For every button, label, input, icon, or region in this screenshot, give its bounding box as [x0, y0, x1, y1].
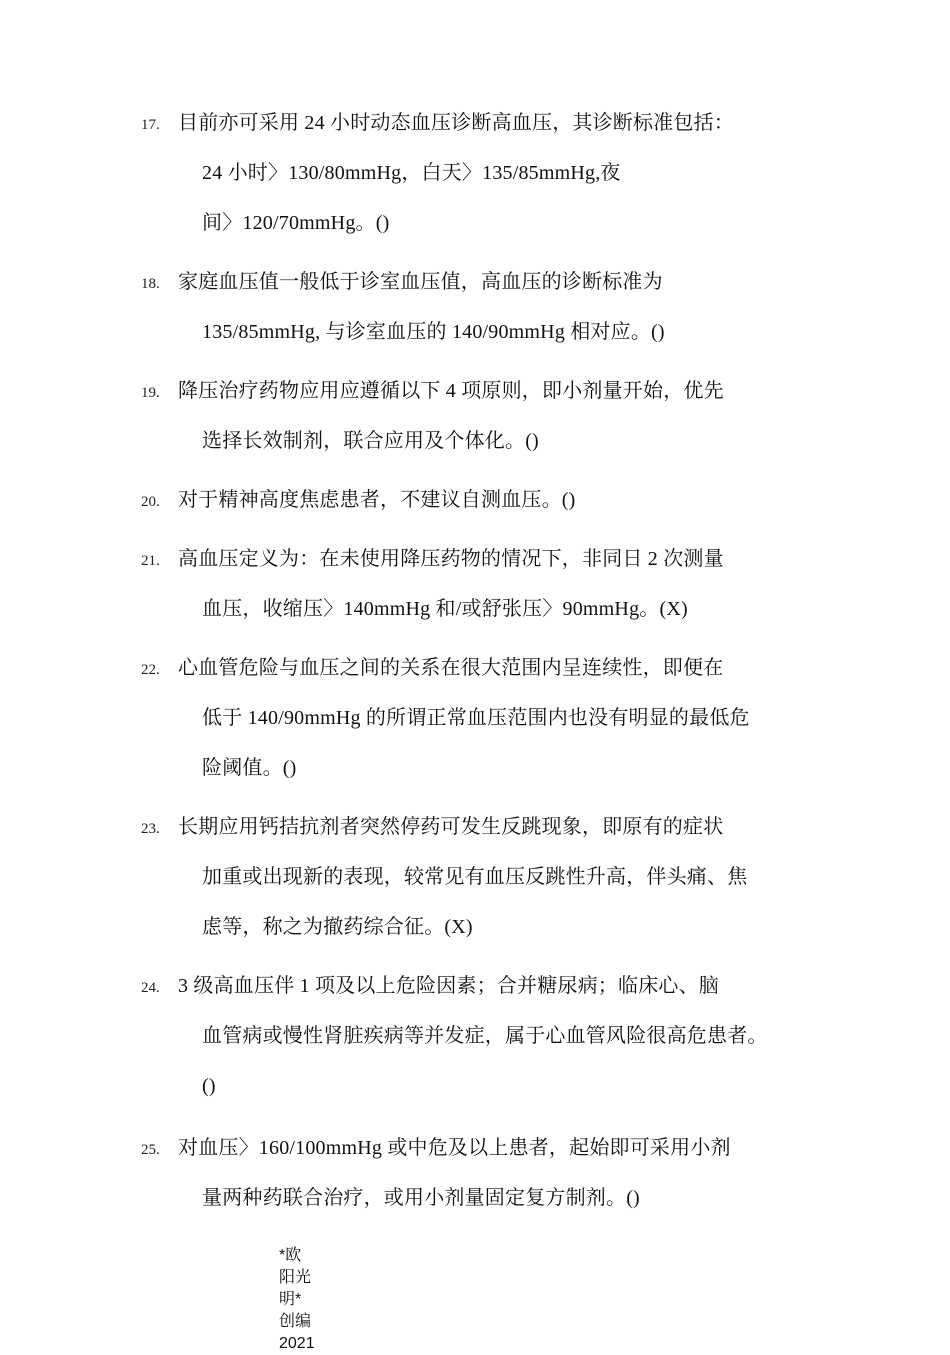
footer-line: 明* [279, 1291, 302, 1308]
footer-line: 2021 [279, 1335, 315, 1352]
author-footer [279, 1245, 325, 1355]
question-text-line: 选择长效制剂，联合应用及个体化。() [202, 430, 539, 452]
question-text-line: () [202, 1075, 216, 1097]
question-number: 18. [141, 276, 160, 292]
question-text-line: 目前亦可采用 24 小时动态血压诊断高血压，其诊断标准包括： [178, 112, 734, 134]
question-text-line: 24 小时〉130/80mmHg，白天〉135/85mmHg,夜 [202, 162, 621, 184]
question-text-line: 对于精神高度焦虑患者，不建议自测血压。() [178, 489, 576, 511]
question-text-line: 间〉120/70mmHg。() [202, 212, 390, 234]
question-text-line: 长期应用钙拮抗剂者突然停药可发生反跳现象，即原有的症状 [178, 816, 724, 838]
question-number: 24. [141, 980, 160, 996]
question-text-line: 降压治疗药物应用应遵循以下 4 项原则，即小剂量开始，优先 [178, 380, 724, 402]
question-text-line: 135/85mmHg, 与诊室血压的 140/90mmHg 相对应。() [202, 321, 665, 343]
question-text-line: 心血管危险与血压之间的关系在很大范围内呈连续性，即便在 [178, 657, 724, 679]
footer-line: *欧 [279, 1247, 302, 1264]
question-number: 21. [141, 553, 160, 569]
question-text-line: 血压，收缩压〉140mmHg 和/或舒张压〉90mmHg。(X) [202, 598, 688, 620]
question-number: 19. [141, 385, 160, 401]
question-number: 23. [141, 821, 160, 837]
footer-line: 创编 [279, 1313, 312, 1330]
question-text-line: 量两种药联合治疗，或用小剂量固定复方制剂。() [202, 1187, 640, 1209]
question-number: 22. [141, 662, 160, 678]
question-text-line: 虑等，称之为撤药综合征。(X) [202, 916, 473, 938]
question-text-line: 3 级高血压伴 1 项及以上危险因素；合并糖尿病；临床心、脑 [178, 975, 719, 997]
question-text-line: 对血压〉160/100mmHg 或中危及以上患者，起始即可采用小剂 [178, 1137, 731, 1159]
question-text-line: 高血压定义为：在未使用降压药物的情况下，非同日 2 次测量 [178, 548, 724, 570]
question-number: 17. [141, 117, 160, 133]
question-text-line: 家庭血压值一般低于诊室血压值，高血压的诊断标准为 [178, 271, 663, 293]
question-text-line: 血管病或慢性肾脏疾病等并发症，属于心血管风险很高危患者。 [202, 1025, 768, 1047]
question-text-line: 加重或出现新的表现，较常见有血压反跳性升高，伴头痛、焦 [202, 866, 748, 888]
footer-line: 阳光 [279, 1269, 312, 1286]
question-number: 20. [141, 494, 160, 510]
question-text-line: 低于 140/90mmHg 的所谓正常血压范围内也没有明显的最低危 [202, 707, 750, 729]
question-number: 25. [141, 1142, 160, 1158]
question-text-line: 险阈值。() [202, 757, 297, 779]
